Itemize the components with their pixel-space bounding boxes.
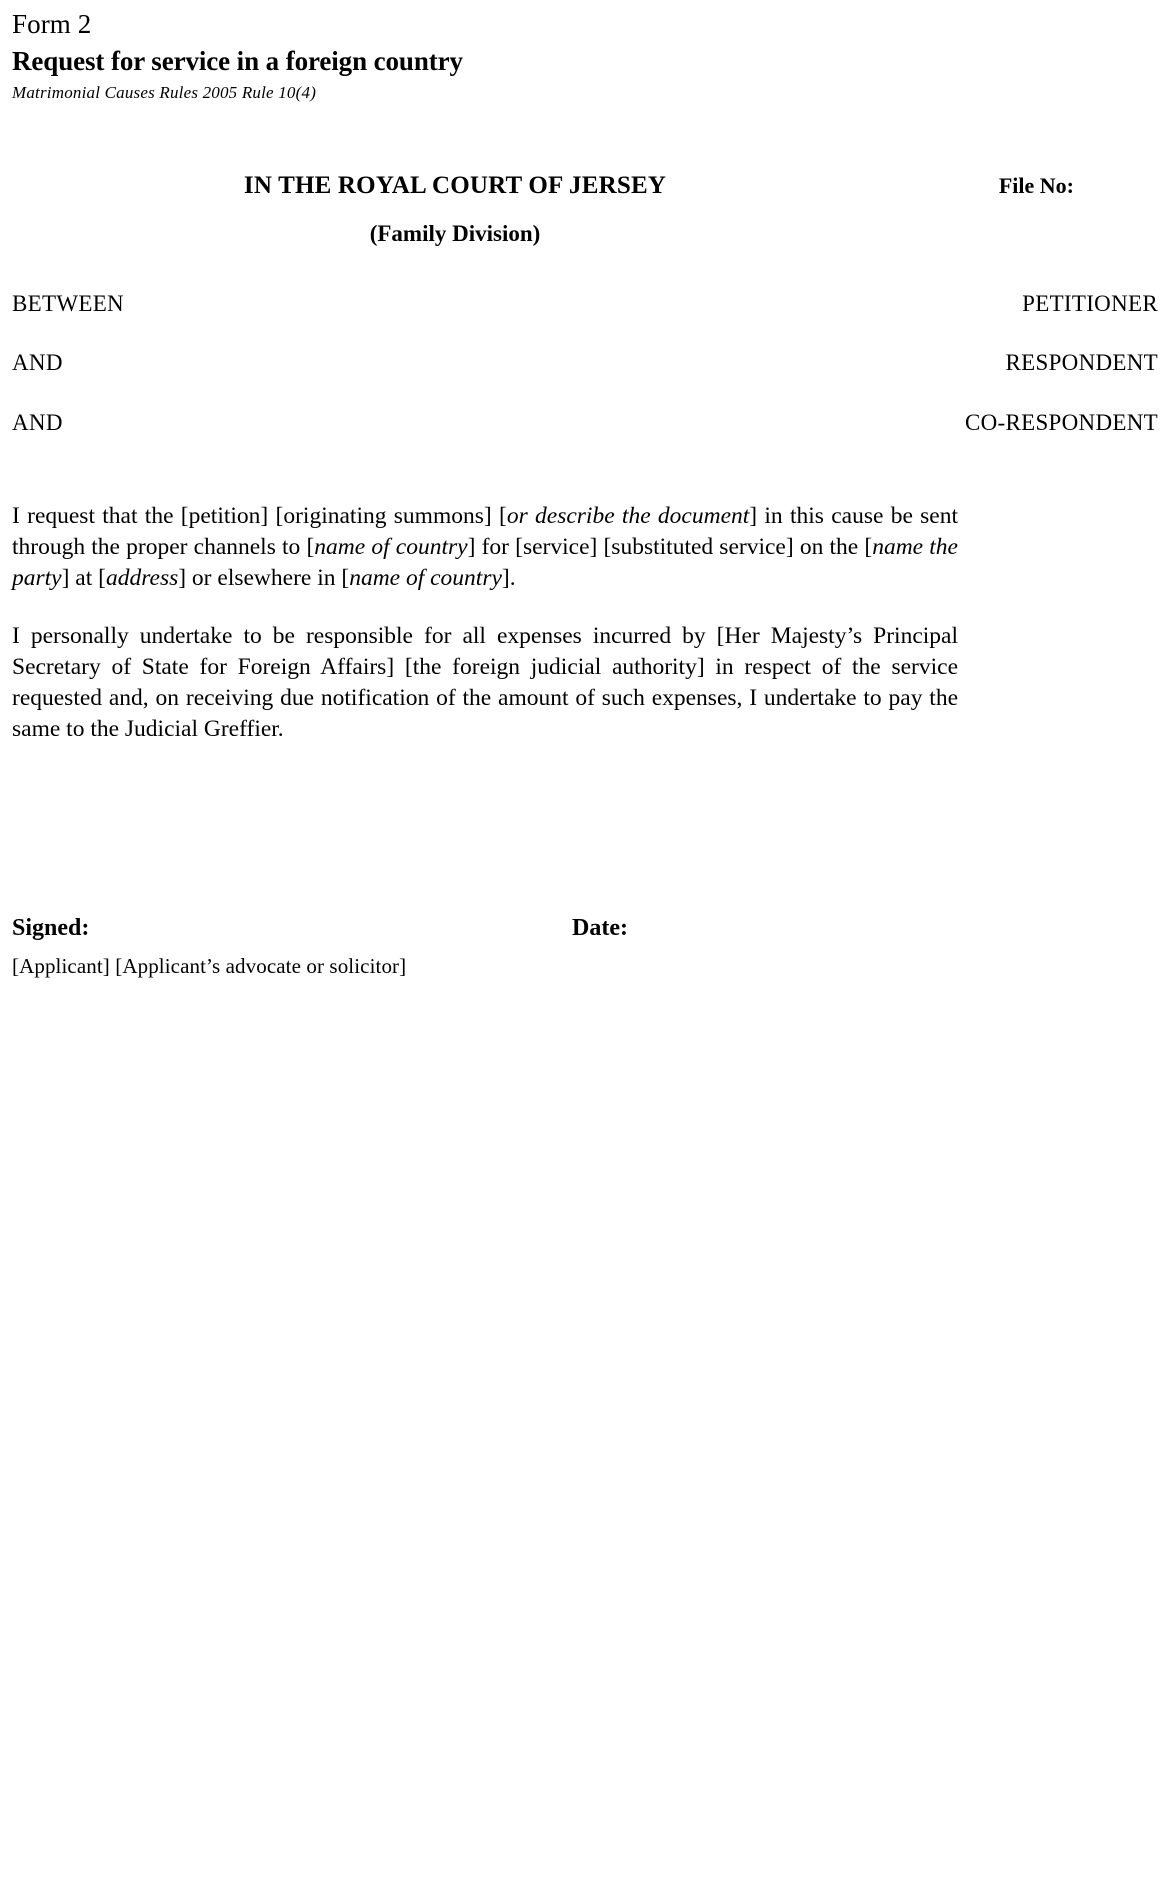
court-heading-row <box>12 172 1158 210</box>
party-label-and-1: AND <box>12 350 63 376</box>
party-label-between: BETWEEN <box>12 290 124 316</box>
parties-block <box>12 291 1158 435</box>
party-label-and-2: AND <box>12 409 63 435</box>
party-role-petitioner: PETITIONER <box>1022 290 1158 316</box>
signature-row <box>12 915 958 949</box>
form-number: Form 2 <box>12 9 92 39</box>
party-row-respondent <box>12 350 1158 375</box>
masthead <box>12 0 1158 104</box>
party-row-co-respondent <box>12 410 1158 435</box>
court-division: (Family Division) <box>369 220 541 246</box>
date-label: Date: <box>572 914 628 941</box>
page-title: Request for service in a foreign country <box>12 45 463 76</box>
party-role-co-respondent: CO-RESPONDENT <box>964 409 1158 435</box>
signed-field[interactable] <box>12 915 89 942</box>
court-name: IN THE ROYAL COURT OF JERSEY <box>243 171 667 199</box>
file-no-field[interactable] <box>999 173 1074 199</box>
body-block <box>12 501 958 745</box>
signature-block <box>12 915 958 979</box>
signed-label: Signed: <box>12 914 90 941</box>
rule-reference: Matrimonial Causes Rules 2005 Rule 10(4) <box>12 82 317 102</box>
file-no-label: File No: <box>998 172 1074 198</box>
party-role-respondent: RESPONDENT <box>1005 350 1158 376</box>
date-field[interactable] <box>572 915 628 942</box>
undertaking-paragraph: I personally undertake to be responsible for all expenses incurred by [Her Majesty’s Principal Secretary of State for Foreign Affairs] [the foreign judicial authority] in respect of the service requested and, on receiving due notification of the amount of such expenses, I undertake to pay the same to the Judicial Greffier. <box>12 622 958 742</box>
request-paragraph: I request that the [petition] [originating summons] [or describe the document] in this cause be sent through the proper channels to [name of country] for [service] [substituted service] on the [name the party] at [address] or elsewhere in [name of country]. <box>12 502 959 591</box>
court-heading <box>12 172 1158 247</box>
applicant-note: [Applicant] [Applicant’s advocate or solicitor] <box>12 953 407 978</box>
party-row-petitioner <box>12 291 1158 316</box>
